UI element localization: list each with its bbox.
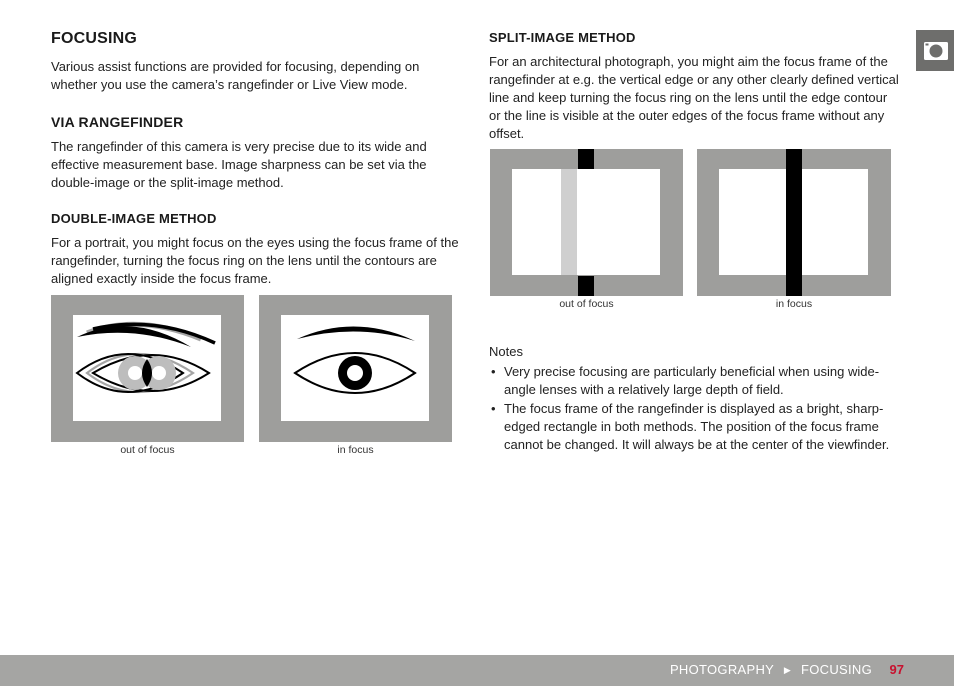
- double-image-caption-out-of-focus: out of focus: [120, 444, 175, 456]
- double-image-out-of-focus-figure: [51, 295, 244, 442]
- page-footer: [0, 655, 954, 686]
- split-image-in-focus-figure: [697, 149, 891, 296]
- offset-line-ghost: [561, 169, 577, 275]
- page-number: 97: [889, 662, 904, 677]
- double-image-paragraph: For a portrait, you might focus on the eyes using the focus frame of the rangefinder, turning the focus ring on the lens until the contours are aligned exactly inside the focus frame.: [51, 235, 459, 286]
- split-line-aligned: [786, 149, 802, 296]
- footer-breadcrumb: [670, 662, 872, 677]
- split-line-bottom-segment: [578, 276, 594, 296]
- breadcrumb-section[interactable]: PHOTOGRAPHY: [669, 662, 774, 677]
- page-title: FOCUSING: [51, 30, 138, 47]
- intro-paragraph: Various assist functions are provided for focusing, depending on whether you use the camera’s rangefinder or Live View mode.: [51, 59, 420, 92]
- split-image-paragraph: For an architectural photograph, you might aim the focus frame of the rangefinder at e.g. the vertical edge or any other clearly defined vertical line and keep turning the focus ring on the lens until the edge contour or the line is visible at the outer edges of the focus frame without any offset.: [489, 54, 899, 141]
- note-item: • The focus frame of the rangefinder is displayed as a bright, sharp-edged rectangle in both methods. The position of the focus frame cannot be changed. It will always be at the center of the viewfinder.: [489, 400, 904, 454]
- section-tab[interactable]: [916, 30, 954, 71]
- via-rangefinder-paragraph: The rangefinder of this camera is very precise due to its wide and effective measurement base. Image sharpness can be set via the double-image or the split-image method.: [51, 139, 427, 190]
- breadcrumb-separator-icon: ▶: [783, 665, 792, 675]
- split-image-out-of-focus-figure: [490, 149, 683, 296]
- double-image-in-focus-figure: [259, 295, 452, 442]
- note-item: • Very precise focusing are particularly beneficial when using wide-angle lenses with a relatively large depth of field.: [489, 363, 904, 399]
- double-image-heading: DOUBLE-IMAGE METHOD: [51, 211, 217, 226]
- double-image-caption-in-focus: in focus: [337, 444, 374, 456]
- split-image-caption-in-focus: in focus: [775, 298, 813, 310]
- breadcrumb-subsection[interactable]: FOCUSING: [800, 662, 872, 677]
- split-image-heading: SPLIT-IMAGE METHOD: [489, 30, 636, 45]
- split-line-top-segment: [578, 149, 594, 169]
- notes-list: [489, 363, 904, 455]
- notes-heading: Notes: [489, 344, 523, 359]
- split-image-caption-out-of-focus: out of focus: [559, 298, 614, 310]
- eye-in-focus-illustration: [281, 315, 429, 421]
- eye-out-of-focus-illustration: [73, 315, 221, 421]
- via-rangefinder-heading: VIA RANGEFINDER: [51, 114, 184, 130]
- camera-icon: [916, 30, 954, 71]
